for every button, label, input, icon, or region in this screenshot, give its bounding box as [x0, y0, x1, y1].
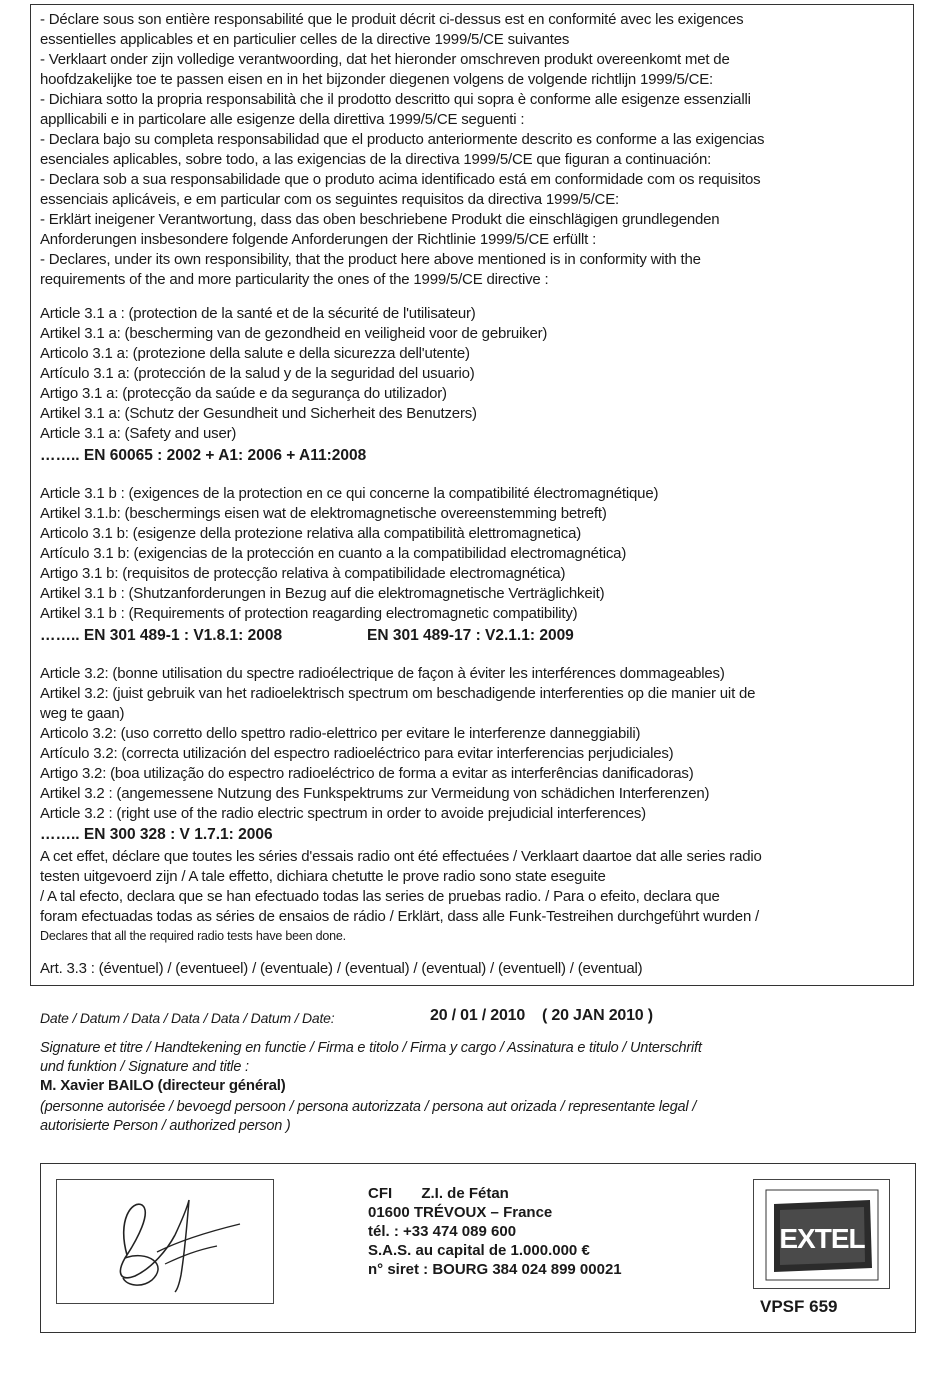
company-line: 01600 TRÉVOUX – France: [368, 1204, 553, 1221]
standard-reference-31b-2: EN 301 489-17 : V2.1.1: 2009: [367, 627, 574, 644]
declaration-line: - Declares, under its own responsibility, that the product here above mentioned is in conformity with the: [40, 251, 701, 268]
declaration-line: essenciais aplicáveis, e em particular com os seguintes requisitos da directiva 1999/5/CE:: [40, 191, 619, 208]
signature-labels: Signature et titre / Handtekening en functie / Firma e titolo / Firma y cargo / Assinatura e titulo / Unterschrift: [40, 1040, 702, 1056]
company-line: S.A.S. au capital de 1.000.000 €: [368, 1242, 590, 1259]
date-labels: Date / Datum / Data / Data / Data / Datum / Date:: [40, 1010, 335, 1026]
radio-tests-english: Declares that all the required radio tests have been done.: [40, 929, 346, 943]
signatory-name: M. Xavier BAILO (directeur général): [40, 1077, 286, 1094]
radio-tests-line: testen uitgevoerd zijn / A tale effetto, dichiara chetutte le prove radio sono state eseguite: [40, 868, 606, 885]
article-31b-line: Artikel 3.1 b : (Shutzanforderungen in Bezug auf die elektromagnetische Verträglichkeit): [40, 585, 605, 602]
article-31a-line: Artikel 3.1 a: (bescherming van de gezondheid en veiligheid voor de gebruiker): [40, 325, 548, 342]
article-32-line: weg te gaan): [40, 705, 125, 722]
radio-tests-line: foram efectuadas todas as séries de ensaios de rádio / Erklärt, dass alle Funk-Testreihen durchgeführt wurden /: [40, 908, 760, 925]
article-31a-line: Article 3.1 a : (protection de la santé et de la sécurité de l'utilisateur): [40, 305, 476, 322]
article-32-line: Article 3.2: (bonne utilisation du spectre radioélectrique de façon à éviter les interférences dommageables): [40, 665, 725, 682]
extel-logo: [753, 1179, 890, 1289]
model-number: VPSF 659: [760, 1297, 838, 1316]
article-31a-line: Artikel 3.1 a: (Schutz der Gesundheit und Sicherheit des Benutzers): [40, 405, 477, 422]
company-address: [368, 1184, 622, 1279]
article-32-line: Artikel 3.2 : (angemessene Nutzung des Funkspektrums zur Vermeidung von schädichen Interferenzen): [40, 785, 710, 802]
article-31b-line: Artigo 3.1 b: (requisitos de protecção relativa à compatibilidade electromagnética): [40, 565, 566, 582]
declaration-line: - Verklaart onder zijn volledige verantwoording, dat het hieronder omschreven produkt overeenkomt met de: [40, 51, 730, 68]
article-33-line: Art. 3.3 : (éventuel) / (eventueel) / (eventuale) / (eventual) / (eventual) / (eventuell) / (eventual): [40, 960, 643, 977]
article-32-line: Articolo 3.2: (uso corretto dello spettro radio-elettrico per evitare le interferenze danneggiabili): [40, 725, 641, 742]
declaration-line: hoofdzakelijke toe te passen eisen en in het bijzonder diegenen volgens de volgende richtlijn 1999/5/CE:: [40, 71, 714, 88]
declaration-line: esenciales aplicables, sobre todo, a las exigencias de la directiva 1999/5/CE que figuran a continuación:: [40, 151, 712, 168]
declaration-line: requirements of the and more particularity the ones of the 1999/5/CE directive :: [40, 271, 549, 288]
article-32-line: Article 3.2 : (right use of the radio electric spectrum in order to avoide prejudicial interferences): [40, 805, 646, 822]
company-line: tél. : +33 474 089 600: [368, 1223, 517, 1240]
declaration-line: essentielles applicables et en particulier celles de la directive 1999/5/CE suivantes: [40, 31, 570, 48]
declaration-line: - Declara sob a sua responsabilidade que o produto acima identificado está em conformidade com os requisitos: [40, 171, 761, 188]
article-32-line: Artigo 3.2: (boa utilização do espectro radioeléctrico de forma a evitar as interferências danificadoras): [40, 765, 694, 782]
standard-reference-31b-1: …….. EN 301 489-1 : V1.8.1: 2008: [40, 627, 283, 644]
declaration-line: Anforderungen insbesondere folgende Anforderungen der Richtlinie 1999/5/CE erfüllt :: [40, 231, 597, 248]
article-32-line: Artikel 3.2: (juist gebruik van het radioelektrisch spectrum om beschadigende interferenties op die manier uit de: [40, 685, 756, 702]
declaration-line: appllicabili e in particolare alle esigenze della direttiva 1999/5/CE seguenti :: [40, 111, 525, 128]
article-31a-line: Article 3.1 a: (Safety and user): [40, 425, 237, 442]
declaration-line: - Dichiara sotto la propria responsabilità che il prodotto descritto qui sopra è conforme alle esigenze essenzialli: [40, 91, 751, 108]
article-31b-line: Article 3.1 b : (exigences de la protection en ce qui concerne la compatibilité électromagnétique): [40, 485, 659, 502]
standard-reference-31a: …….. EN 60065 : 2002 + A1: 2006 + A11:2008: [40, 447, 367, 464]
radio-tests-line: A cet effet, déclare que toutes les séries d'essais radio ont été effectuées / Verklaart daartoe dat alle series radio: [40, 848, 762, 865]
standard-reference-32: …….. EN 300 328 : V 1.7.1: 2006: [40, 826, 273, 843]
company-line: n° siret : BOURG 384 024 899 00021: [368, 1261, 622, 1278]
article-31b-line: Artikel 3.1.b: (beschermings eisen wat de elektromagnetische overeenstemming betreft): [40, 505, 607, 522]
signature-box: [56, 1179, 274, 1304]
declaration-line: - Erklärt ineigener Verantwortung, dass das oben beschriebene Produkt die einschlägigen grundlegenden: [40, 211, 720, 228]
company-line: CFI Z.I. de Fétan: [368, 1185, 509, 1202]
declaration-line: - Declara bajo su completa responsabilidad que el producto anteriormente descrito es conforme a las exigencias: [40, 131, 765, 148]
handwritten-signature: [57, 1180, 275, 1305]
article-31b-line: Artículo 3.1 b: (exigencias de la protección en cuanto a la compatibilidad electromagnética): [40, 545, 627, 562]
article-32-line: Artículo 3.2: (correcta utilización del espectro radioeléctrico para evitar interferencias perjudiciales): [40, 745, 674, 762]
radio-tests-line: / A tal efecto, declara que se han efectuado todas las series de pruebas radio. / Para o efeito, declara que: [40, 888, 720, 905]
svg-text:EXTEL: EXTEL: [779, 1223, 865, 1254]
article-31a-line: Artigo 3.1 a: (protecção da saúde e da segurança do utilizador): [40, 385, 447, 402]
authorized-labels: autorisierte Person / authorized person ): [40, 1118, 291, 1134]
footer-frame: [40, 1163, 916, 1333]
declaration-line: - Déclare sous son entière responsabilité que le produit décrit ci-dessus est en conformité avec les exigences: [40, 11, 744, 28]
authorized-labels: (personne autorisée / bevoegd persoon / persona autorizzata / persona aut orizada / representante legal /: [40, 1099, 697, 1115]
date-value: 20 / 01 / 2010 ( 20 JAN 2010 ): [430, 1007, 653, 1024]
article-31b-line: Articolo 3.1 b: (esigenze della protezione relativa alla compatibilità elettromagnetica): [40, 525, 582, 542]
article-31a-line: Artículo 3.1 a: (protección de la salud y de la seguridad del usuario): [40, 365, 475, 382]
signature-labels: und funktion / Signature and title :: [40, 1059, 249, 1075]
article-31b-line: Artikel 3.1 b : (Requirements of protection reagarding electromagnetic compatibility): [40, 605, 578, 622]
article-31a-line: Articolo 3.1 a: (protezione della salute e della sicurezza dell'utente): [40, 345, 470, 362]
